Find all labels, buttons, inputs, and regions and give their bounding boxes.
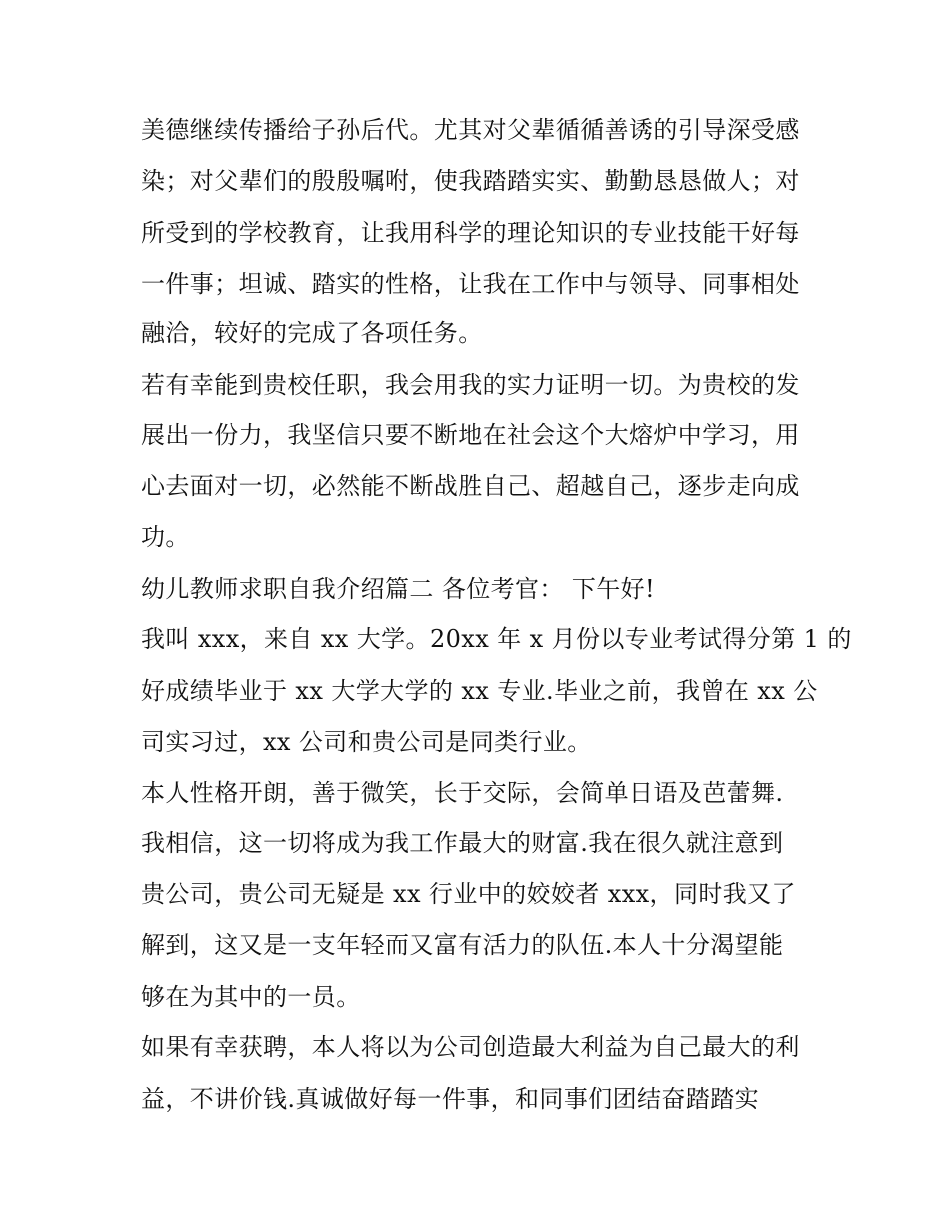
text-line: 若有幸能到贵校任职，我会用我的实力证明一切。为贵校的发: [141, 371, 800, 399]
text-line: 司实习过，xx 公司和贵公司是同类行业。: [141, 728, 592, 756]
text-line: 贵公司，贵公司无疑是 xx 行业中的姣姣者 xxx，同时我又了: [141, 880, 796, 908]
text-line: 幼儿教师求职自我介绍篇二 各位考官： 下午好!: [141, 575, 656, 603]
text-line: 益，不讲价钱.真诚做好每一件事，和同事们团结奋踏踏实: [141, 1085, 760, 1113]
text-line: 美德继续传播给子孙后代。尤其对父辈循循善诱的引导深受感: [141, 116, 800, 144]
text-line: 解到，这又是一支年轻而又富有活力的队伍.本人十分渴望能: [141, 931, 784, 959]
text-line: 如果有幸获聘，本人将以为公司创造最大利益为自己最大的利: [141, 1033, 800, 1061]
text-line: 融洽，较好的完成了各项任务。: [141, 319, 483, 347]
text-line: 展出一份力，我坚信只要不断地在社会这个大熔炉中学习，用: [141, 421, 800, 449]
text-line: 心去面对一切，必然能不断战胜自己、超越自己，逐步走向成: [141, 472, 800, 500]
text-line: 好成绩毕业于 xx 大学大学的 xx 专业.毕业之前，我曾在 xx 公: [141, 677, 818, 705]
text-line: 我相信，这一切将成为我工作最大的财富.我在很久就注意到: [141, 829, 784, 857]
text-line: 一件事；坦诚、踏实的性格，让我在工作中与领导、同事相处: [141, 270, 800, 298]
text-line: 染；对父辈们的殷殷嘱咐，使我踏踏实实、勤勤恳恳做人；对: [141, 167, 800, 195]
text-line: 够在为其中的一员。: [141, 983, 361, 1011]
text-line: 我叫 xxx，来自 xx 大学。20xx 年 x 月份以专业考试得分第 1 的: [141, 625, 852, 653]
text-line: 本人性格开朗，善于微笑，长于交际，会简单日语及芭蕾舞.: [141, 779, 784, 807]
text-line: 所受到的学校教育，让我用科学的理论知识的专业技能干好每: [141, 219, 800, 247]
text-line: 功。: [141, 523, 190, 551]
